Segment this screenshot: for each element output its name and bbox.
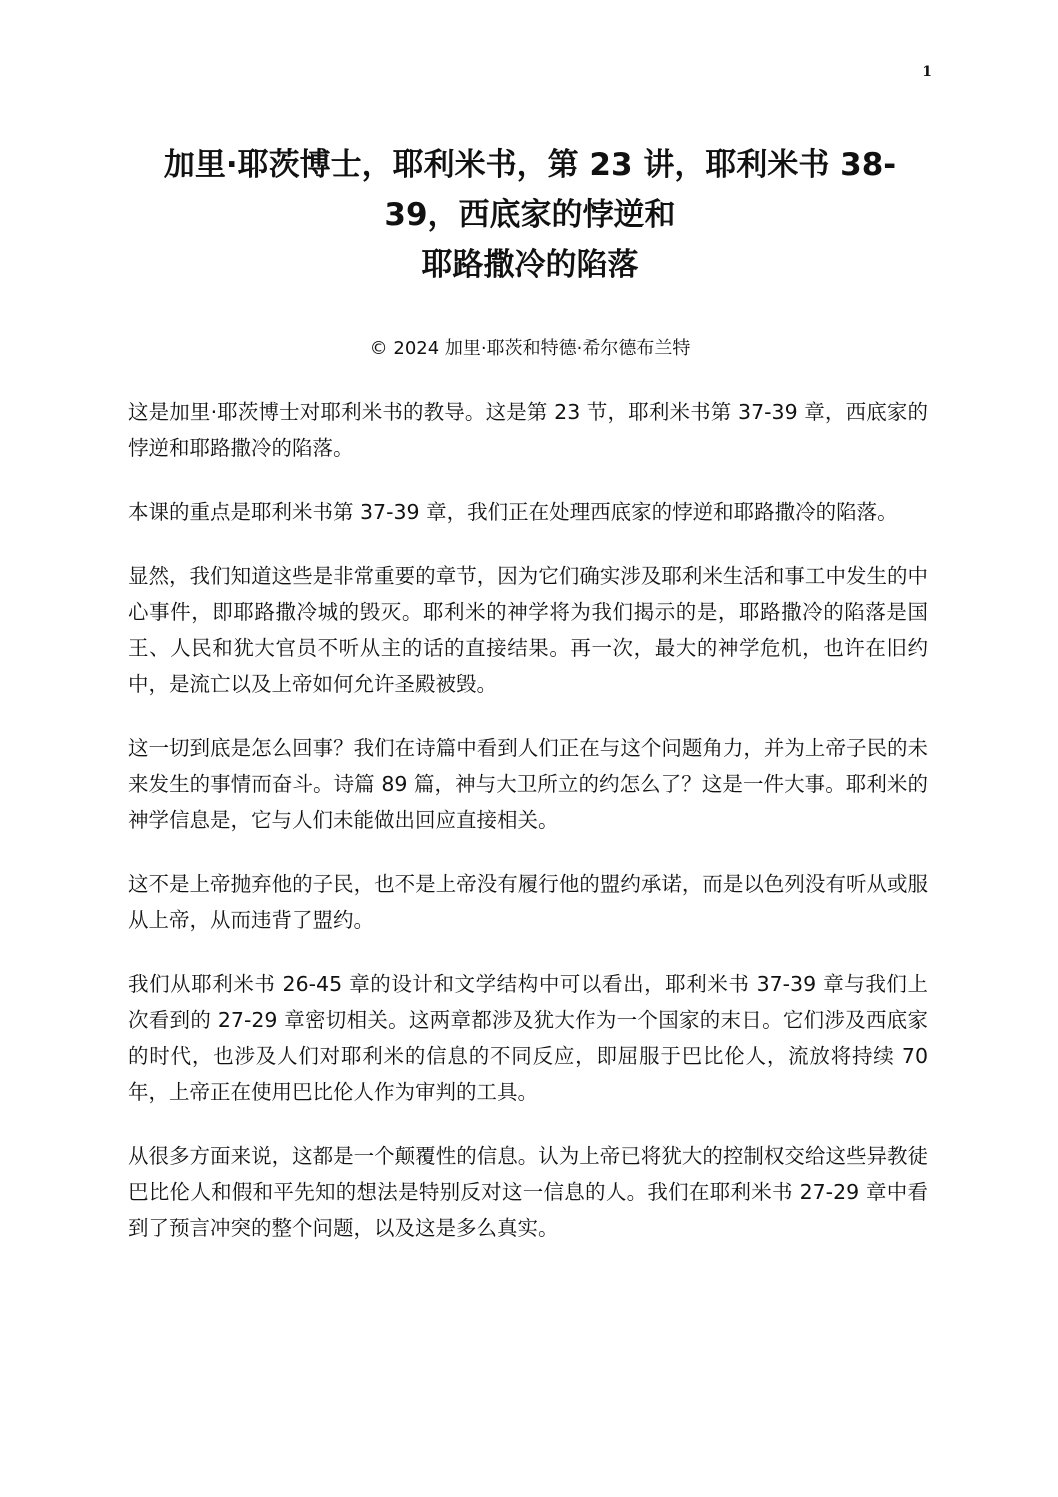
title-line: 耶路撒冷的陷落: [421, 247, 639, 283]
body-paragraph: 显然，我们知道这些是非常重要的章节，因为它们确实涉及耶利米生活和事工中发生的中心事件，即耶路撒冷城的毁灭。耶利米的神学将为我们揭示的是，耶路撒冷的陷落是国王、人民和犹大官员不听从主的话的直接结果。再一次，最大的神学危机，也许在旧约中，是流亡以及上帝如何允许圣殿被毁。: [128, 564, 928, 696]
body-paragraph: 本课的重点是耶利米书第 37-39 章，我们正在处理西底家的悖逆和耶路撒冷的陷落。: [128, 500, 898, 524]
document-title: [110, 140, 950, 290]
page-number: 1: [922, 64, 932, 80]
body-paragraph: 这是加里·耶茨博士对耶利米书的教导。这是第 23 节，耶利米书第 37-39 章，西底家的悖逆和耶路撒冷的陷落。: [128, 400, 928, 460]
copyright-notice: © 2024 加里·耶茨和特德·希尔德布兰特: [369, 338, 691, 359]
title-line: 39，西底家的悖逆和: [384, 197, 676, 233]
body-paragraph: 这一切到底是怎么回事？我们在诗篇中看到人们正在与这个问题角力，并为上帝子民的未来发生的事情而奋斗。诗篇 89 篇，神与大卫所立的约怎么了？这是一件大事。耶利米的神学信息是，它与人们未能做出回应直接相关。: [128, 736, 928, 832]
document-body: [128, 394, 928, 1274]
body-paragraph: 这不是上帝抛弃他的子民，也不是上帝没有履行他的盟约承诺，而是以色列没有听从或服从上帝，从而违背了盟约。: [128, 872, 928, 932]
body-paragraph: 我们从耶利米书 26-45 章的设计和文学结构中可以看出，耶利米书 37-39 章与我们上次看到的 27-29 章密切相关。这两章都涉及犹大作为一个国家的末日。它们涉及西底家的时代，也涉及人们对耶利米的信息的不同反应，即屈服于巴比伦人，流放将持续 70 年，上帝正在使用巴比伦人作为审判的工具。: [128, 972, 928, 1104]
body-paragraph: 从很多方面来说，这都是一个颠覆性的信息。认为上帝已将犹大的控制权交给这些异教徒巴比伦人和假和平先知的想法是特别反对这一信息的人。我们在耶利米书 27-29 章中看到了预言冲突的整个问题，以及这是多么真实。: [128, 1144, 928, 1240]
title-line: 加里·耶茨博士，耶利米书，第 23 讲，耶利米书 38-: [163, 147, 897, 183]
